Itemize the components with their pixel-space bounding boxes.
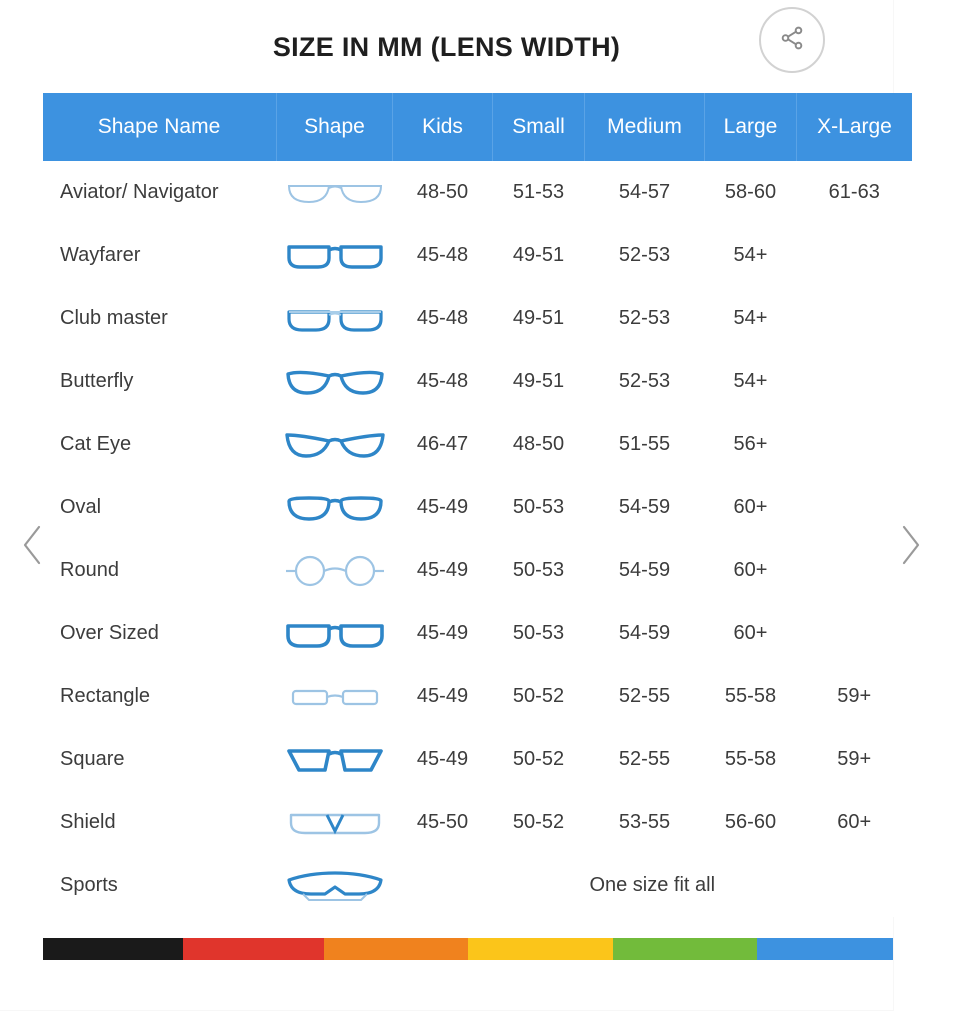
table-row [43, 476, 912, 539]
cell-shape-name: Butterfly [43, 350, 277, 413]
cell-large: 56+ [705, 413, 797, 476]
cell-small: 49-51 [493, 287, 585, 350]
color-swatch-yellow [468, 938, 613, 960]
cell-kids: 48-50 [393, 161, 493, 224]
table-header [43, 93, 912, 161]
square-glasses-icon [277, 740, 393, 780]
column-header-shape: Shape [277, 93, 393, 161]
cell-shape-name: Oval [43, 476, 277, 539]
table-row [43, 413, 912, 476]
table-body [43, 161, 912, 917]
round-glasses-icon [277, 551, 393, 591]
cell-kids: 45-49 [393, 476, 493, 539]
cell-large: 55-58 [705, 665, 797, 728]
size-chart-table [43, 93, 912, 917]
cell-medium: 51-55 [585, 413, 705, 476]
cell-shape-name: Round [43, 539, 277, 602]
cell-xlarge [797, 224, 913, 287]
column-header-xlarge: X-Large [797, 93, 913, 161]
cell-medium: 54-59 [585, 539, 705, 602]
cell-shape-name: Cat Eye [43, 413, 277, 476]
cell-medium: 53-55 [585, 791, 705, 854]
cell-shape-icon [277, 476, 393, 539]
wayfarer-glasses-icon [277, 236, 393, 276]
cell-xlarge: 59+ [797, 728, 913, 791]
share-button[interactable] [759, 7, 825, 73]
cell-shape-icon [277, 539, 393, 602]
cell-xlarge [797, 350, 913, 413]
shield-glasses-icon [277, 803, 393, 843]
table-row [43, 728, 912, 791]
column-header-medium: Medium [585, 93, 705, 161]
cell-kids: 45-50 [393, 791, 493, 854]
table-row [43, 854, 912, 917]
color-swatch-black [43, 938, 183, 960]
cell-shape-icon [277, 665, 393, 728]
cell-xlarge: 61-63 [797, 161, 913, 224]
cell-large: 60+ [705, 602, 797, 665]
cateye-glasses-icon [277, 425, 393, 465]
butterfly-glasses-icon [277, 362, 393, 402]
color-strip [43, 938, 893, 960]
cell-xlarge: 60+ [797, 791, 913, 854]
cell-one-size-note: One size fit all [393, 854, 913, 917]
cell-shape-icon [277, 602, 393, 665]
cell-small: 50-52 [493, 728, 585, 791]
cell-kids: 45-48 [393, 350, 493, 413]
color-swatch-blue [757, 938, 893, 960]
oval-glasses-icon [277, 488, 393, 528]
cell-medium: 52-55 [585, 728, 705, 791]
color-swatch-orange [324, 938, 469, 960]
cell-shape-icon [277, 413, 393, 476]
cell-small: 51-53 [493, 161, 585, 224]
chevron-right-icon [898, 523, 924, 567]
column-header-small: Small [493, 93, 585, 161]
table-row [43, 665, 912, 728]
cell-xlarge [797, 413, 913, 476]
cell-shape-name: Shield [43, 791, 277, 854]
cell-shape-name: Club master [43, 287, 277, 350]
share-icon [779, 25, 805, 56]
column-header-shape-name: Shape Name [43, 93, 277, 161]
cell-medium: 52-53 [585, 350, 705, 413]
table-row [43, 350, 912, 413]
cell-shape-icon [277, 161, 393, 224]
cell-medium: 54-59 [585, 602, 705, 665]
cell-xlarge: 59+ [797, 665, 913, 728]
clubmaster-glasses-icon [277, 299, 393, 339]
cell-small: 50-53 [493, 476, 585, 539]
cell-small: 50-52 [493, 665, 585, 728]
cell-small: 49-51 [493, 224, 585, 287]
cell-kids: 45-48 [393, 224, 493, 287]
cell-shape-name: Wayfarer [43, 224, 277, 287]
color-swatch-green [613, 938, 758, 960]
table-row [43, 287, 912, 350]
color-swatch-red [183, 938, 323, 960]
cell-medium: 54-59 [585, 476, 705, 539]
cell-kids: 45-49 [393, 728, 493, 791]
cell-xlarge [797, 287, 913, 350]
cell-small: 50-52 [493, 791, 585, 854]
cell-shape-icon [277, 728, 393, 791]
table-row [43, 539, 912, 602]
cell-kids: 45-48 [393, 287, 493, 350]
oversized-glasses-icon [277, 614, 393, 654]
cell-large: 54+ [705, 224, 797, 287]
cell-shape-name: Square [43, 728, 277, 791]
cell-large: 58-60 [705, 161, 797, 224]
cell-shape-icon [277, 791, 393, 854]
cell-shape-icon [277, 224, 393, 287]
cell-small: 49-51 [493, 350, 585, 413]
sports-glasses-icon [277, 866, 393, 906]
column-header-kids: Kids [393, 93, 493, 161]
cell-shape-icon [277, 350, 393, 413]
cell-large: 60+ [705, 539, 797, 602]
table-header-row [43, 93, 912, 161]
carousel-next-button[interactable] [891, 522, 931, 568]
cell-large: 55-58 [705, 728, 797, 791]
cell-shape-name: Sports [43, 854, 277, 917]
table-row [43, 602, 912, 665]
cell-small: 50-53 [493, 539, 585, 602]
cell-kids: 45-49 [393, 539, 493, 602]
cell-xlarge [797, 602, 913, 665]
cell-medium: 52-53 [585, 224, 705, 287]
aviator-glasses-icon [277, 173, 393, 213]
table-row [43, 161, 912, 224]
cell-kids: 45-49 [393, 665, 493, 728]
chevron-left-icon [19, 523, 45, 567]
cell-shape-name: Rectangle [43, 665, 277, 728]
cell-medium: 52-55 [585, 665, 705, 728]
cell-kids: 45-49 [393, 602, 493, 665]
cell-small: 48-50 [493, 413, 585, 476]
cell-large: 56-60 [705, 791, 797, 854]
cell-medium: 52-53 [585, 287, 705, 350]
carousel-prev-button[interactable] [12, 522, 52, 568]
rectangle-glasses-icon [277, 677, 393, 717]
cell-shape-icon [277, 287, 393, 350]
cell-large: 54+ [705, 287, 797, 350]
column-header-large: Large [705, 93, 797, 161]
cell-large: 60+ [705, 476, 797, 539]
cell-small: 50-53 [493, 602, 585, 665]
cell-shape-icon [277, 854, 393, 917]
table-row [43, 224, 912, 287]
page-title: SIZE IN MM (LENS WIDTH) [272, 31, 621, 62]
cell-shape-name: Over Sized [43, 602, 277, 665]
cell-kids: 46-47 [393, 413, 493, 476]
cell-shape-name: Aviator/ Navigator [43, 161, 277, 224]
cell-medium: 54-57 [585, 161, 705, 224]
cell-large: 54+ [705, 350, 797, 413]
table-row [43, 791, 912, 854]
